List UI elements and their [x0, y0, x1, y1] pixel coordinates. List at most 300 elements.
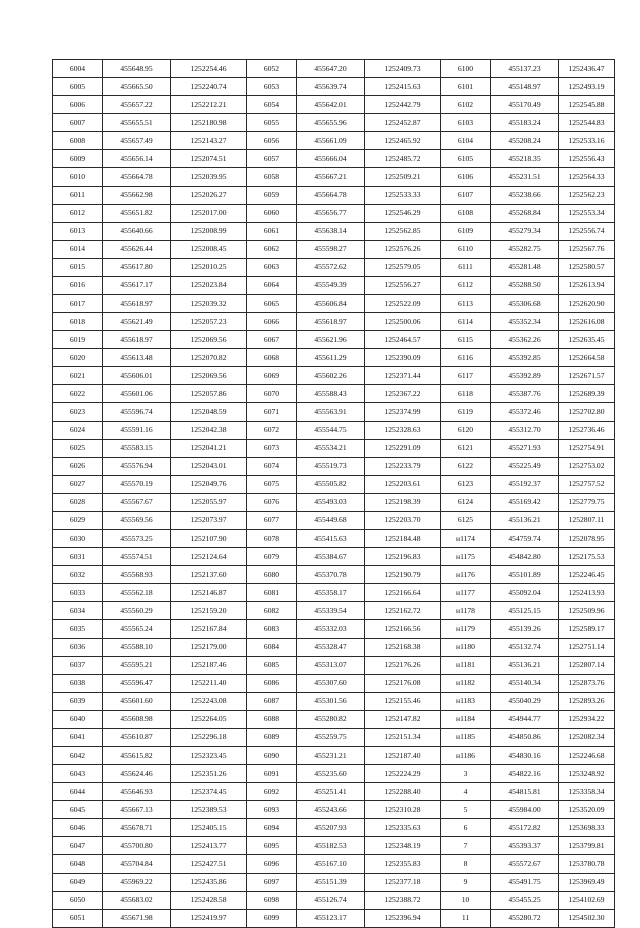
x-coordinate-cell: 455182.53 — [297, 837, 365, 855]
point-id-cell: 6031 — [53, 548, 103, 566]
point-id-cell: 6105 — [441, 150, 491, 168]
point-id-cell: 6060 — [247, 204, 297, 222]
y-coordinate-cell: 1252176.08 — [365, 674, 441, 692]
table-row — [53, 728, 615, 746]
point-id-cell: 6114 — [441, 313, 491, 331]
x-coordinate-cell: 455549.39 — [297, 276, 365, 294]
x-coordinate-cell: 455617.17 — [103, 276, 171, 294]
x-coordinate-cell: 455671.98 — [103, 909, 171, 927]
point-id-cell: 6037 — [53, 656, 103, 674]
x-coordinate-cell: 455218.35 — [491, 150, 559, 168]
y-coordinate-cell: 1252509.21 — [365, 168, 441, 186]
point-id-cell: 6071 — [247, 403, 297, 421]
point-id-cell: н1179 — [441, 620, 491, 638]
point-id-cell: 6102 — [441, 96, 491, 114]
x-coordinate-cell: 455384.67 — [297, 548, 365, 566]
x-coordinate-cell: 455572.62 — [297, 258, 365, 276]
table-row — [53, 584, 615, 602]
x-coordinate-cell: 455280.82 — [297, 710, 365, 728]
x-coordinate-cell: 455608.98 — [103, 710, 171, 728]
table-body — [53, 60, 615, 928]
point-id-cell: 6045 — [53, 801, 103, 819]
table-row — [53, 114, 615, 132]
point-id-cell: 6091 — [247, 765, 297, 783]
x-coordinate-cell: 455568.93 — [103, 566, 171, 584]
x-coordinate-cell: 454830.16 — [491, 746, 559, 764]
y-coordinate-cell: 1252396.94 — [365, 909, 441, 927]
y-coordinate-cell: 1252124.64 — [171, 548, 247, 566]
point-id-cell: 6050 — [53, 891, 103, 909]
x-coordinate-cell: 455606.01 — [103, 367, 171, 385]
table-row — [53, 638, 615, 656]
point-id-cell: 6032 — [53, 566, 103, 584]
point-id-cell: 6092 — [247, 783, 297, 801]
x-coordinate-cell: 455618.97 — [297, 313, 365, 331]
y-coordinate-cell: 1253969.49 — [559, 873, 615, 891]
y-coordinate-cell: 1252166.56 — [365, 620, 441, 638]
x-coordinate-cell: 455136.21 — [491, 656, 559, 674]
point-id-cell: 6007 — [53, 114, 103, 132]
table-row — [53, 837, 615, 855]
point-id-cell: 6052 — [247, 60, 297, 78]
point-id-cell: 5 — [441, 801, 491, 819]
y-coordinate-cell: 1252753.02 — [559, 457, 615, 475]
point-id-cell: 6121 — [441, 439, 491, 457]
x-coordinate-cell: 455392.89 — [491, 367, 559, 385]
y-coordinate-cell: 1252323.45 — [171, 746, 247, 764]
x-coordinate-cell: 455455.25 — [491, 891, 559, 909]
x-coordinate-cell: 455657.49 — [103, 132, 171, 150]
point-id-cell: 6120 — [441, 421, 491, 439]
x-coordinate-cell: 455235.60 — [297, 765, 365, 783]
x-coordinate-cell: 455667.13 — [103, 801, 171, 819]
y-coordinate-cell: 1252556.27 — [365, 276, 441, 294]
y-coordinate-cell: 1252736.46 — [559, 421, 615, 439]
table-row — [53, 186, 615, 204]
y-coordinate-cell: 1253358.34 — [559, 783, 615, 801]
y-coordinate-cell: 1252146.87 — [171, 584, 247, 602]
point-id-cell: 6107 — [441, 186, 491, 204]
x-coordinate-cell: 455700.80 — [103, 837, 171, 855]
y-coordinate-cell: 1252374.45 — [171, 783, 247, 801]
x-coordinate-cell: 455282.75 — [491, 240, 559, 258]
x-coordinate-cell: 454759.74 — [491, 530, 559, 548]
point-id-cell: 6047 — [53, 837, 103, 855]
y-coordinate-cell: 1252264.05 — [171, 710, 247, 728]
table-row — [53, 548, 615, 566]
y-coordinate-cell: 1252351.26 — [171, 765, 247, 783]
y-coordinate-cell: 1252390.09 — [365, 349, 441, 367]
y-coordinate-cell: 1252039.32 — [171, 295, 247, 313]
x-coordinate-cell: 455638.14 — [297, 222, 365, 240]
x-coordinate-cell: 455519.73 — [297, 457, 365, 475]
point-id-cell: 6111 — [441, 258, 491, 276]
point-id-cell: 6056 — [247, 132, 297, 150]
y-coordinate-cell: 1252049.76 — [171, 475, 247, 493]
x-coordinate-cell: 455615.82 — [103, 746, 171, 764]
point-id-cell: 6101 — [441, 78, 491, 96]
x-coordinate-cell: 455596.47 — [103, 674, 171, 692]
point-id-cell: н1178 — [441, 602, 491, 620]
x-coordinate-cell: 455617.80 — [103, 258, 171, 276]
y-coordinate-cell: 1252069.56 — [171, 331, 247, 349]
x-coordinate-cell: 455667.21 — [297, 168, 365, 186]
y-coordinate-cell: 1252074.51 — [171, 150, 247, 168]
x-coordinate-cell: 454822.16 — [491, 765, 559, 783]
point-id-cell: 6015 — [53, 258, 103, 276]
y-coordinate-cell: 1252180.98 — [171, 114, 247, 132]
x-coordinate-cell: 455301.56 — [297, 692, 365, 710]
point-id-cell: 10 — [441, 891, 491, 909]
y-coordinate-cell: 1252151.34 — [365, 728, 441, 746]
x-coordinate-cell: 455562.18 — [103, 584, 171, 602]
point-id-cell: 6100 — [441, 60, 491, 78]
y-coordinate-cell: 1252757.52 — [559, 475, 615, 493]
point-id-cell: 6090 — [247, 746, 297, 764]
y-coordinate-cell: 1252465.92 — [365, 132, 441, 150]
table-row — [53, 403, 615, 421]
x-coordinate-cell: 455167.10 — [297, 855, 365, 873]
x-coordinate-cell: 455307.60 — [297, 674, 365, 692]
x-coordinate-cell: 455596.74 — [103, 403, 171, 421]
point-id-cell: 6067 — [247, 331, 297, 349]
table-row — [53, 421, 615, 439]
point-id-cell: 3 — [441, 765, 491, 783]
point-id-cell: 6028 — [53, 493, 103, 511]
point-id-cell: 6106 — [441, 168, 491, 186]
y-coordinate-cell: 1252580.57 — [559, 258, 615, 276]
x-coordinate-cell: 455544.75 — [297, 421, 365, 439]
y-coordinate-cell: 1252196.83 — [365, 548, 441, 566]
x-coordinate-cell: 455601.06 — [103, 385, 171, 403]
x-coordinate-cell: 455225.49 — [491, 457, 559, 475]
x-coordinate-cell: 455415.63 — [297, 530, 365, 548]
x-coordinate-cell: 455281.48 — [491, 258, 559, 276]
x-coordinate-cell: 455570.19 — [103, 475, 171, 493]
table-row — [53, 349, 615, 367]
x-coordinate-cell: 455610.87 — [103, 728, 171, 746]
y-coordinate-cell: 1252246.68 — [559, 746, 615, 764]
x-coordinate-cell: 455306.68 — [491, 295, 559, 313]
x-coordinate-cell: 455639.74 — [297, 78, 365, 96]
point-id-cell: 6104 — [441, 132, 491, 150]
point-id-cell: 6059 — [247, 186, 297, 204]
y-coordinate-cell: 1252082.34 — [559, 728, 615, 746]
x-coordinate-cell: 455567.67 — [103, 493, 171, 511]
point-id-cell: 6118 — [441, 385, 491, 403]
y-coordinate-cell: 1252179.00 — [171, 638, 247, 656]
y-coordinate-cell: 1252533.16 — [559, 132, 615, 150]
x-coordinate-cell: 455656.77 — [297, 204, 365, 222]
y-coordinate-cell: 1252010.25 — [171, 258, 247, 276]
y-coordinate-cell: 1252296.18 — [171, 728, 247, 746]
point-id-cell: 6009 — [53, 150, 103, 168]
x-coordinate-cell: 454850.86 — [491, 728, 559, 746]
point-id-cell: 6086 — [247, 674, 297, 692]
point-id-cell: 6055 — [247, 114, 297, 132]
point-id-cell: 6088 — [247, 710, 297, 728]
x-coordinate-cell: 455040.29 — [491, 692, 559, 710]
x-coordinate-cell: 455588.10 — [103, 638, 171, 656]
point-id-cell: н1175 — [441, 548, 491, 566]
y-coordinate-cell: 1252243.08 — [171, 692, 247, 710]
x-coordinate-cell: 455132.74 — [491, 638, 559, 656]
y-coordinate-cell: 1252452.87 — [365, 114, 441, 132]
y-coordinate-cell: 1252166.64 — [365, 584, 441, 602]
point-id-cell: н1183 — [441, 692, 491, 710]
x-coordinate-cell: 455613.48 — [103, 349, 171, 367]
point-id-cell: 6033 — [53, 584, 103, 602]
x-coordinate-cell: 455574.51 — [103, 548, 171, 566]
point-id-cell: 6074 — [247, 457, 297, 475]
table-row — [53, 620, 615, 638]
table-row — [53, 276, 615, 294]
x-coordinate-cell: 455563.91 — [297, 403, 365, 421]
y-coordinate-cell: 1252348.19 — [365, 837, 441, 855]
x-coordinate-cell: 455656.14 — [103, 150, 171, 168]
y-coordinate-cell: 1252754.91 — [559, 439, 615, 457]
y-coordinate-cell: 1252371.44 — [365, 367, 441, 385]
x-coordinate-cell: 455704.84 — [103, 855, 171, 873]
x-coordinate-cell: 455148.97 — [491, 78, 559, 96]
x-coordinate-cell: 455621.49 — [103, 313, 171, 331]
x-coordinate-cell: 455662.98 — [103, 186, 171, 204]
y-coordinate-cell: 1252073.97 — [171, 511, 247, 529]
x-coordinate-cell: 454815.81 — [491, 783, 559, 801]
point-id-cell: 6044 — [53, 783, 103, 801]
x-coordinate-cell: 455505.82 — [297, 475, 365, 493]
table-row — [53, 367, 615, 385]
x-coordinate-cell: 455606.84 — [297, 295, 365, 313]
x-coordinate-cell: 454944.77 — [491, 710, 559, 728]
y-coordinate-cell: 1252613.94 — [559, 276, 615, 294]
y-coordinate-cell: 1252042.38 — [171, 421, 247, 439]
point-id-cell: 6093 — [247, 801, 297, 819]
y-coordinate-cell: 1252175.53 — [559, 548, 615, 566]
y-coordinate-cell: 1252413.93 — [559, 584, 615, 602]
y-coordinate-cell: 1252187.40 — [365, 746, 441, 764]
x-coordinate-cell: 455598.27 — [297, 240, 365, 258]
y-coordinate-cell: 1252377.18 — [365, 873, 441, 891]
x-coordinate-cell: 455491.75 — [491, 873, 559, 891]
y-coordinate-cell: 1252224.29 — [365, 765, 441, 783]
point-id-cell: 6027 — [53, 475, 103, 493]
point-id-cell: 6103 — [441, 114, 491, 132]
y-coordinate-cell: 1252198.39 — [365, 493, 441, 511]
x-coordinate-cell: 455602.26 — [297, 367, 365, 385]
table-row — [53, 385, 615, 403]
table-row — [53, 855, 615, 873]
point-id-cell: н1180 — [441, 638, 491, 656]
y-coordinate-cell: 1252751.14 — [559, 638, 615, 656]
x-coordinate-cell: 455259.75 — [297, 728, 365, 746]
point-id-cell: 6123 — [441, 475, 491, 493]
x-coordinate-cell: 455583.15 — [103, 439, 171, 457]
x-coordinate-cell: 455092.04 — [491, 584, 559, 602]
x-coordinate-cell: 455624.46 — [103, 765, 171, 783]
x-coordinate-cell: 455268.84 — [491, 204, 559, 222]
x-coordinate-cell: 455136.21 — [491, 511, 559, 529]
x-coordinate-cell: 455101.89 — [491, 566, 559, 584]
x-coordinate-cell: 455655.96 — [297, 114, 365, 132]
x-coordinate-cell: 455288.50 — [491, 276, 559, 294]
table-row — [53, 96, 615, 114]
y-coordinate-cell: 1252442.79 — [365, 96, 441, 114]
table-row — [53, 746, 615, 764]
point-id-cell: 6038 — [53, 674, 103, 692]
point-id-cell: 6014 — [53, 240, 103, 258]
point-id-cell: 6076 — [247, 493, 297, 511]
y-coordinate-cell: 1252246.45 — [559, 566, 615, 584]
y-coordinate-cell: 1252159.20 — [171, 602, 247, 620]
table-row — [53, 566, 615, 584]
table-row — [53, 475, 615, 493]
table-row — [53, 222, 615, 240]
y-coordinate-cell: 1252635.45 — [559, 331, 615, 349]
y-coordinate-cell: 1252254.46 — [171, 60, 247, 78]
point-id-cell: 6057 — [247, 150, 297, 168]
point-id-cell: 6022 — [53, 385, 103, 403]
x-coordinate-cell: 455621.96 — [297, 331, 365, 349]
y-coordinate-cell: 1252533.33 — [365, 186, 441, 204]
y-coordinate-cell: 1252567.76 — [559, 240, 615, 258]
y-coordinate-cell: 1252409.73 — [365, 60, 441, 78]
table-row — [53, 78, 615, 96]
point-id-cell: 6026 — [53, 457, 103, 475]
y-coordinate-cell: 1252155.46 — [365, 692, 441, 710]
y-coordinate-cell: 1252026.27 — [171, 186, 247, 204]
x-coordinate-cell: 455651.82 — [103, 204, 171, 222]
table-row — [53, 530, 615, 548]
y-coordinate-cell: 1252689.39 — [559, 385, 615, 403]
y-coordinate-cell: 1252039.95 — [171, 168, 247, 186]
x-coordinate-cell: 455969.22 — [103, 873, 171, 891]
x-coordinate-cell: 455601.60 — [103, 692, 171, 710]
y-coordinate-cell: 1252168.38 — [365, 638, 441, 656]
x-coordinate-cell: 455666.04 — [297, 150, 365, 168]
y-coordinate-cell: 1252435.86 — [171, 873, 247, 891]
point-id-cell: 6048 — [53, 855, 103, 873]
table-row — [53, 60, 615, 78]
y-coordinate-cell: 1252546.29 — [365, 204, 441, 222]
y-coordinate-cell: 1252328.63 — [365, 421, 441, 439]
point-id-cell: 6018 — [53, 313, 103, 331]
table-row — [53, 295, 615, 313]
point-id-cell: 6049 — [53, 873, 103, 891]
point-id-cell: 6116 — [441, 349, 491, 367]
table-row — [53, 439, 615, 457]
x-coordinate-cell: 455126.74 — [297, 891, 365, 909]
table-row — [53, 240, 615, 258]
x-coordinate-cell: 455449.68 — [297, 511, 365, 529]
x-coordinate-cell: 455640.66 — [103, 222, 171, 240]
x-coordinate-cell: 455392.85 — [491, 349, 559, 367]
x-coordinate-cell: 455207.93 — [297, 819, 365, 837]
y-coordinate-cell: 1252310.28 — [365, 801, 441, 819]
point-id-cell: 6011 — [53, 186, 103, 204]
point-id-cell: 6083 — [247, 620, 297, 638]
x-coordinate-cell: 455372.46 — [491, 403, 559, 421]
table-row — [53, 204, 615, 222]
y-coordinate-cell: 1252212.21 — [171, 96, 247, 114]
point-id-cell: 6010 — [53, 168, 103, 186]
y-coordinate-cell: 1252485.72 — [365, 150, 441, 168]
x-coordinate-cell: 455328.47 — [297, 638, 365, 656]
y-coordinate-cell: 1252579.05 — [365, 258, 441, 276]
point-id-cell: 6006 — [53, 96, 103, 114]
point-id-cell: 6081 — [247, 584, 297, 602]
point-id-cell: 6005 — [53, 78, 103, 96]
x-coordinate-cell: 455560.29 — [103, 602, 171, 620]
y-coordinate-cell: 1252203.61 — [365, 475, 441, 493]
point-id-cell: 6053 — [247, 78, 297, 96]
y-coordinate-cell: 1252427.51 — [171, 855, 247, 873]
y-coordinate-cell: 1253799.81 — [559, 837, 615, 855]
point-id-cell: 6068 — [247, 349, 297, 367]
point-id-cell: 6019 — [53, 331, 103, 349]
table-row — [53, 819, 615, 837]
point-id-cell: 6109 — [441, 222, 491, 240]
y-coordinate-cell: 1252388.72 — [365, 891, 441, 909]
point-id-cell: 6 — [441, 819, 491, 837]
point-id-cell: 6110 — [441, 240, 491, 258]
point-id-cell: 6020 — [53, 349, 103, 367]
point-id-cell: 6039 — [53, 692, 103, 710]
x-coordinate-cell: 455655.51 — [103, 114, 171, 132]
point-id-cell: 6089 — [247, 728, 297, 746]
x-coordinate-cell: 455648.95 — [103, 60, 171, 78]
x-coordinate-cell: 455984.00 — [491, 801, 559, 819]
point-id-cell: 6025 — [53, 439, 103, 457]
point-id-cell: 6029 — [53, 511, 103, 529]
y-coordinate-cell: 1254502.30 — [559, 909, 615, 927]
table-row — [53, 873, 615, 891]
y-coordinate-cell: 1252069.56 — [171, 367, 247, 385]
point-id-cell: 6061 — [247, 222, 297, 240]
point-id-cell: 7 — [441, 837, 491, 855]
y-coordinate-cell: 1252616.08 — [559, 313, 615, 331]
point-id-cell: 6042 — [53, 746, 103, 764]
x-coordinate-cell: 455183.24 — [491, 114, 559, 132]
y-coordinate-cell: 1252509.96 — [559, 602, 615, 620]
x-coordinate-cell: 455683.02 — [103, 891, 171, 909]
y-coordinate-cell: 1253248.92 — [559, 765, 615, 783]
y-coordinate-cell: 1252419.97 — [171, 909, 247, 927]
point-id-cell: 6073 — [247, 439, 297, 457]
y-coordinate-cell: 1252934.22 — [559, 710, 615, 728]
point-id-cell: 6008 — [53, 132, 103, 150]
x-coordinate-cell: 455151.39 — [297, 873, 365, 891]
point-id-cell: 6069 — [247, 367, 297, 385]
table-row — [53, 313, 615, 331]
table-row — [53, 656, 615, 674]
y-coordinate-cell: 1252389.53 — [171, 801, 247, 819]
x-coordinate-cell: 455591.16 — [103, 421, 171, 439]
y-coordinate-cell: 1252779.75 — [559, 493, 615, 511]
point-id-cell: 6004 — [53, 60, 103, 78]
coordinate-table — [52, 59, 615, 928]
point-id-cell: 6077 — [247, 511, 297, 529]
y-coordinate-cell: 1252137.60 — [171, 566, 247, 584]
y-coordinate-cell: 1252335.63 — [365, 819, 441, 837]
x-coordinate-cell: 455534.21 — [297, 439, 365, 457]
x-coordinate-cell: 455618.97 — [103, 331, 171, 349]
point-id-cell: 6099 — [247, 909, 297, 927]
y-coordinate-cell: 1252553.34 — [559, 204, 615, 222]
x-coordinate-cell: 455123.17 — [297, 909, 365, 927]
x-coordinate-cell: 455647.20 — [297, 60, 365, 78]
x-coordinate-cell: 455231.21 — [297, 746, 365, 764]
